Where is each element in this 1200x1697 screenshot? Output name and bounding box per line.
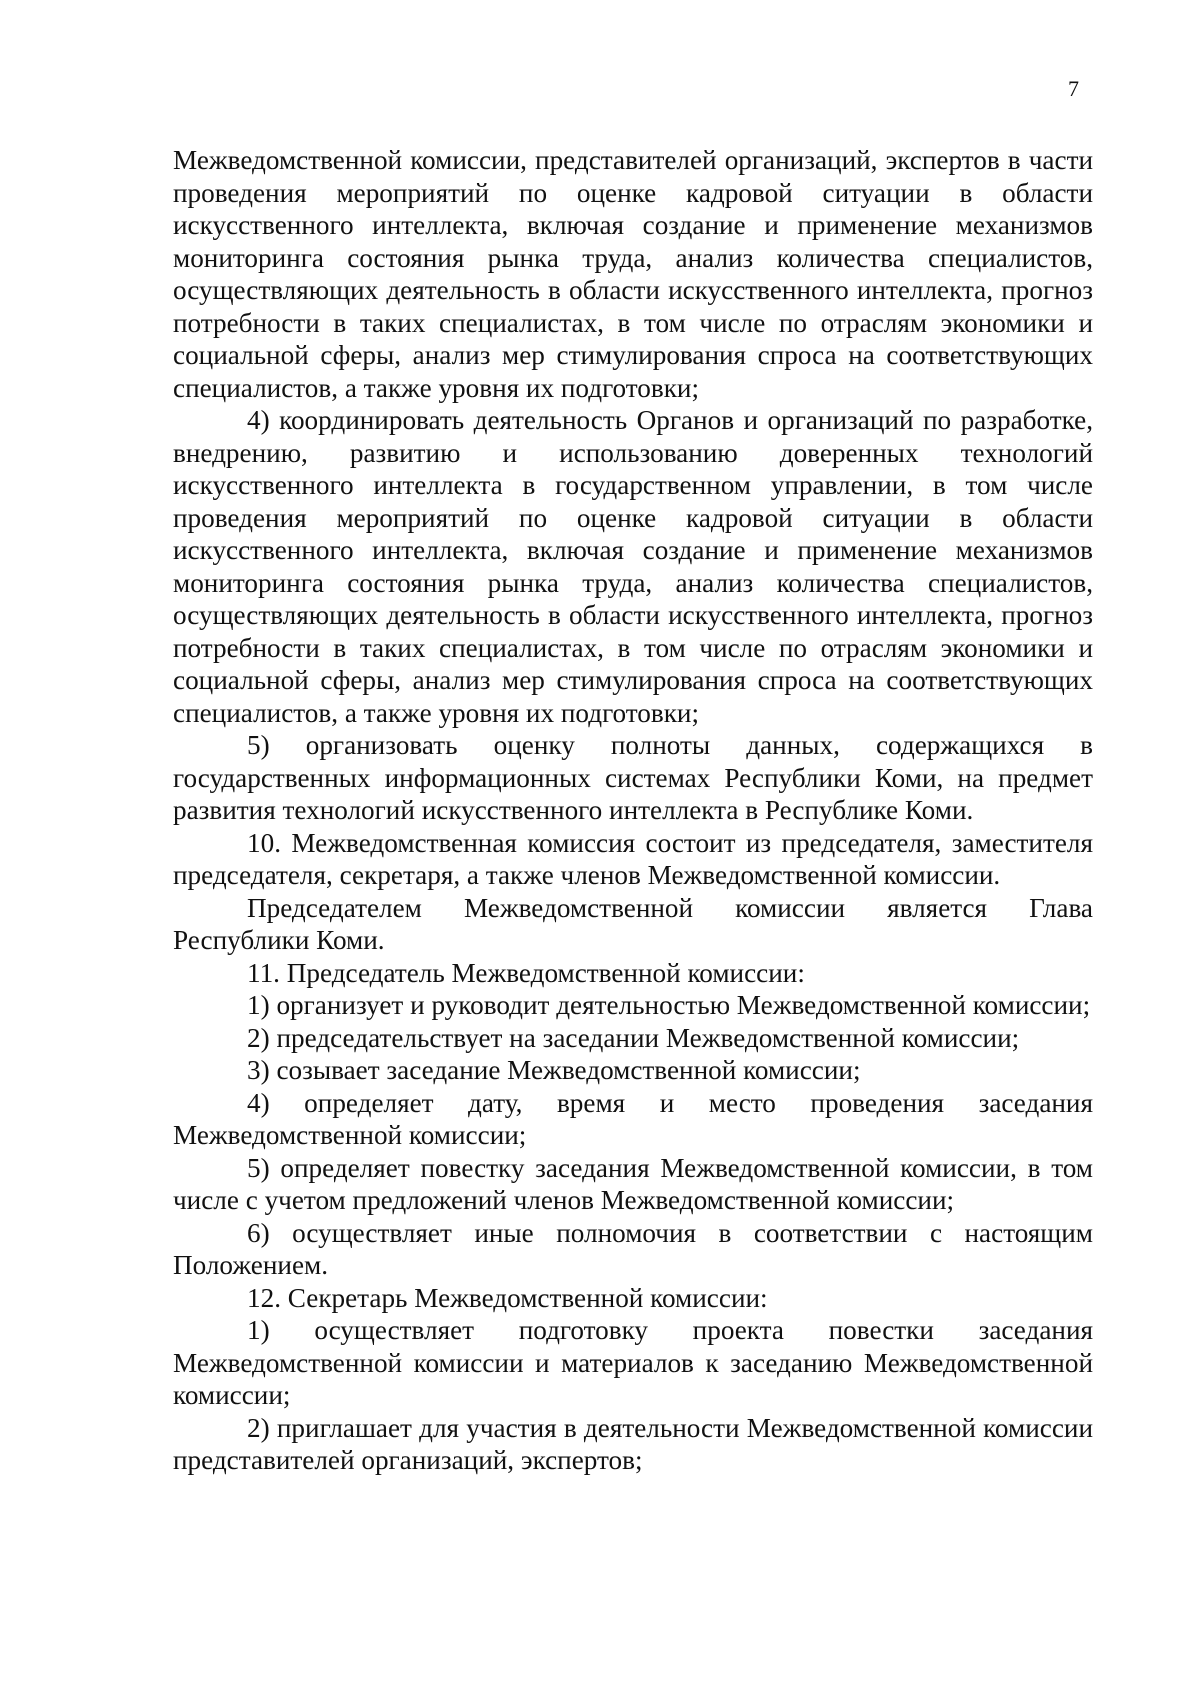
paragraph-11-item-5: 5) определяет повестку заседания Межведомственной комиссии, в том числе с учетом предложений членов Межведомственной комиссии; [173,1152,1093,1215]
document-body [173,144,1093,1477]
paragraph-chairman-statement: Председателем Межведомственной комиссии является Глава Республики Коми. [173,892,1093,955]
paragraph-12-item-2: 2) приглашает для участия в деятельности Межведомственной комиссии представителей организаций, экспертов; [173,1412,1093,1475]
paragraph-11-item-2: 2) председательствует на заседании Межведомственной комиссии; [247,1022,1020,1053]
paragraph-11-item-6: 6) осуществляет иные полномочия в соответствии с настоящим Положением. [173,1217,1093,1280]
paragraph-section-10: 10. Межведомственная комиссия состоит из председателя, заместителя председателя, секретаря, а также членов Межведомственной комиссии. [173,827,1093,890]
page-number: 7 [1068,76,1079,101]
paragraph-11-item-3: 3) созывает заседание Межведомственной комиссии; [247,1055,861,1085]
paragraph-11-item-4: 4) определяет дату, время и место проведения заседания Межведомственной комиссии; [173,1087,1093,1150]
paragraph-item-5-organize: 5) организовать оценку полноты данных, содержащихся в государственных информационных системах Республики Коми, на предмет развития технологий искусственного интеллекта в Республике Коми. [173,730,1093,825]
paragraph-continuation: Межведомственной комиссии, представителей организаций, экспертов в части проведения мероприятий по оценке кадровой ситуации в области искусственного интеллекта, включая создание и применение механизмов мониторинга состояния рынка труда, анализ количества специалистов, осуществляющих деятельность в области искусственного интеллекта, прогноз потребности в таких специалистах, в том числе по отраслям экономики и социальной сферы, анализ мер стимулирования спроса на соответствующих специалистов, а также уровня их подготовки; [173,145,1093,403]
paragraph-section-12: 12. Секретарь Межведомственной комиссии: [247,1282,768,1313]
paragraph-12-item-1: 1) осуществляет подготовку проекта повестки заседания Межведомственной комиссии и материалов к заседанию Межведомственной комиссии; [173,1315,1093,1410]
paragraph-item-4-coordinate: 4) координировать деятельность Органов и организаций по разработке, внедрению, развитию и использованию доверенных технологий искусственного интеллекта в государственном управлении, в том числе проведения мероприятий по оценке кадровой ситуации в области искусственного интеллекта, включая создание и применение механизмов мониторинга состояния рынка труда, анализ количества специалистов, осуществляющих деятельность в области искусственного интеллекта, прогноз потребности в таких специалистах, в том числе по отраслям экономики и социальной сферы, анализ мер стимулирования спроса на соответствующих специалистов, а также уровня их подготовки; [173,405,1093,728]
paragraph-11-item-1: 1) организует и руководит деятельностью Межведомственной комиссии; [247,990,1091,1020]
paragraph-section-11: 11. Председатель Межведомственной комиссии: [247,957,805,988]
